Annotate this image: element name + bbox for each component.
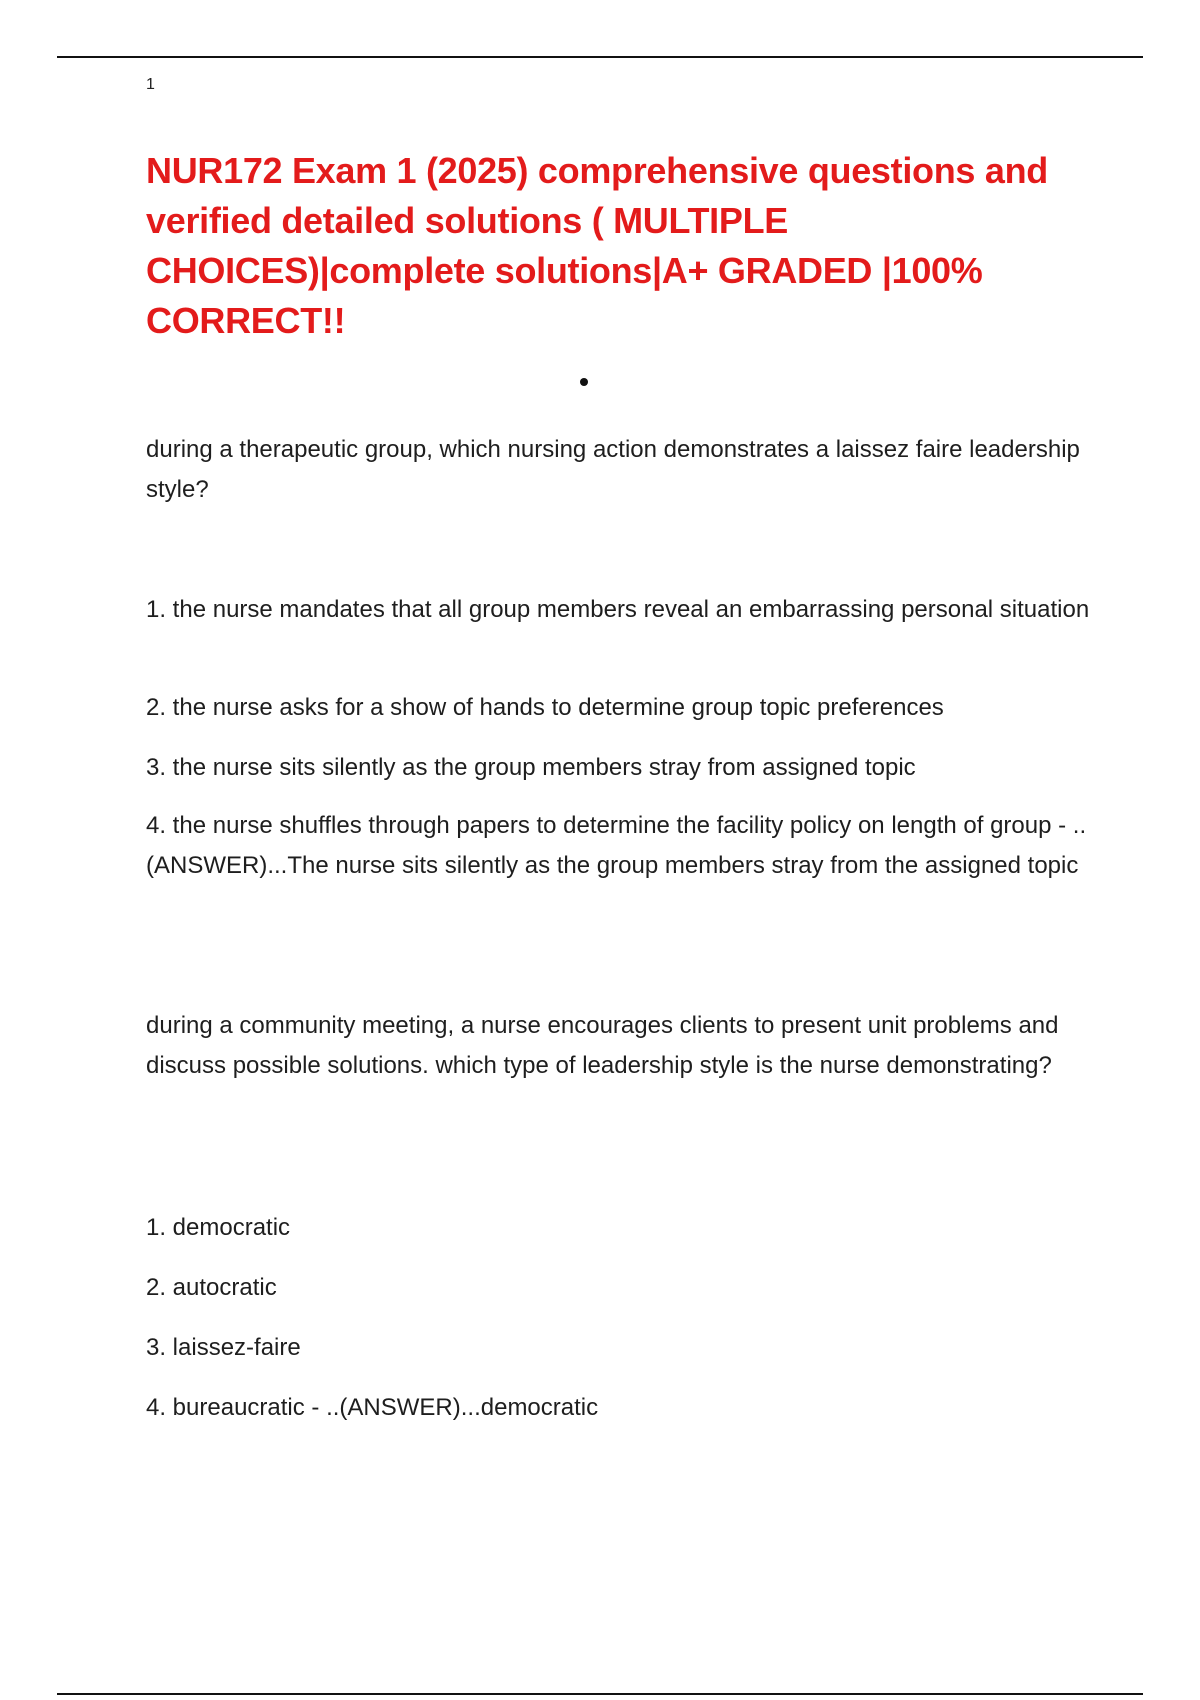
- option-text: 2. autocratic: [146, 1274, 277, 1301]
- option-text: 3. laissez-faire: [146, 1334, 301, 1361]
- question-2-option-2: [146, 1268, 1096, 1308]
- option-text: 1. democratic: [146, 1214, 291, 1241]
- question-text: during a therapeutic group, which nursing action demonstrates a laissez faire leadership style?: [146, 436, 1080, 503]
- document-title: NUR172 Exam 1 (2025) comprehensive questions and verified detailed solutions ( MULTIPLE CHOICES)|complete solutions|A+ GRADED |100% CORRECT!!: [146, 150, 1048, 341]
- option-text: 3. the nurse sits silently as the group members stray from assigned topic: [146, 754, 916, 781]
- option-text: 4. bureaucratic - ..(ANSWER)...democratic: [146, 1394, 599, 1421]
- option-text: 4. the nurse shuffles through papers to determine the facility policy on length of group - ..(ANSWER)...The nurse sits silently as the group members stray from the assigned topic: [146, 812, 1087, 879]
- option-text: 1. the nurse mandates that all group members reveal an embarrassing personal situation: [146, 596, 1090, 623]
- question-1-option-3: [146, 748, 1096, 788]
- question-1-option-4: [146, 806, 1096, 886]
- question-2: [146, 1006, 1096, 1086]
- question-2-option-1: [146, 1208, 1096, 1248]
- header-rule: [57, 56, 1143, 58]
- question-text: during a community meeting, a nurse encourages clients to present unit problems and discuss possible solutions. which type of leadership style is the nurse demonstrating?: [146, 1012, 1059, 1079]
- question-2-option-3: [146, 1328, 1096, 1368]
- bullet-point: [580, 378, 588, 386]
- question-2-option-4: [146, 1388, 1096, 1428]
- question-1-option-2: [146, 688, 1096, 728]
- option-text: 2. the nurse asks for a show of hands to determine group topic preferences: [146, 694, 944, 721]
- question-1-option-1: [146, 590, 1096, 630]
- page-number: 1: [146, 76, 155, 93]
- question-1: [146, 430, 1096, 510]
- footer-rule: [57, 1693, 1143, 1695]
